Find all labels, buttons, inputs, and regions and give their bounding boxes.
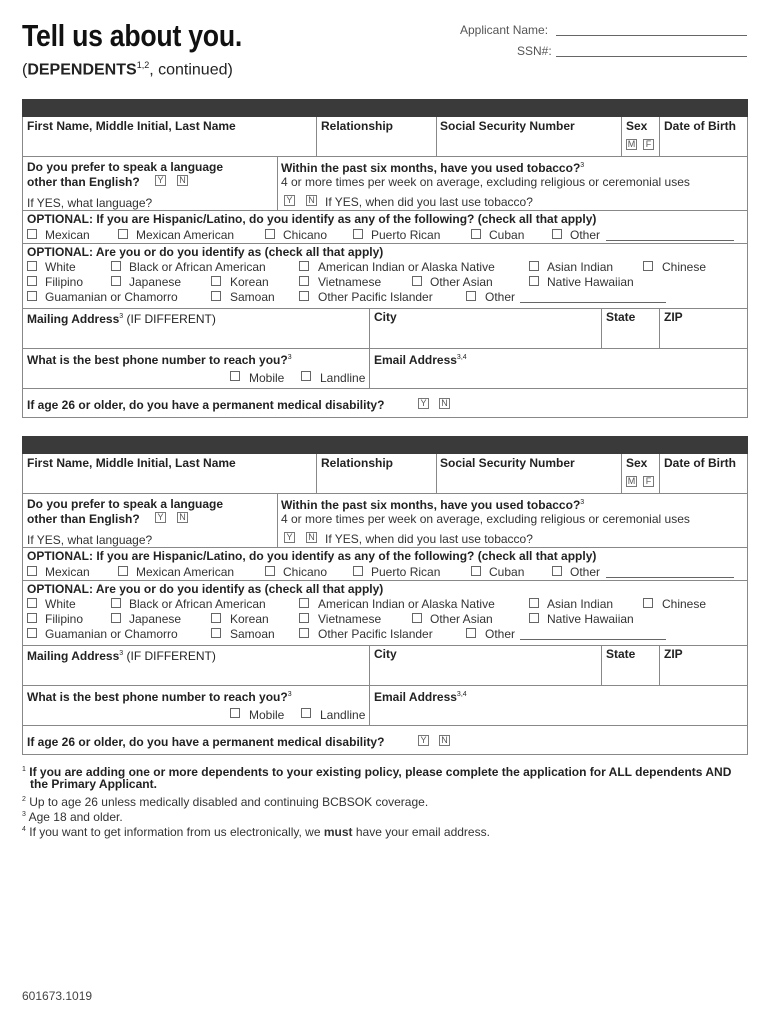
hispanic-question: OPTIONAL: If you are Hispanic/Latino, do you identify as any of the following? (check all that apply) xyxy=(27,549,597,563)
hispanic-other-checkbox[interactable] xyxy=(552,229,562,239)
outer-border xyxy=(747,454,748,754)
tobacco-sup: 3 xyxy=(580,499,585,506)
race-filipino-checkbox[interactable] xyxy=(27,276,37,286)
race-option-label: Other Pacific Islander xyxy=(318,627,433,641)
tobacco-description: 4 or more times per week on average, excluding religious or ceremonial uses xyxy=(281,175,690,189)
outer-border xyxy=(747,117,748,417)
phone-sup: 3 xyxy=(287,691,292,698)
row-divider xyxy=(22,156,748,157)
phone-question xyxy=(27,688,292,704)
tobacco-yes-checkbox[interactable]: Y xyxy=(284,195,295,206)
race-other-pacific-islander-checkbox[interactable] xyxy=(299,628,309,638)
race-other-asian-checkbox[interactable] xyxy=(412,613,422,623)
language-if-yes-label: If YES, what language? xyxy=(27,196,153,210)
language-yes-checkbox[interactable]: Y xyxy=(155,512,166,523)
col-divider xyxy=(316,117,317,156)
mailing-address-text: Mailing Address xyxy=(27,312,120,326)
form-number: 601673.1019 xyxy=(22,989,93,1003)
footnote-4 xyxy=(22,822,490,840)
col-divider xyxy=(277,493,278,547)
race-other-asian-checkbox[interactable] xyxy=(412,276,422,286)
col-divider xyxy=(659,454,660,493)
hispanic-option-label: Mexican xyxy=(45,228,90,242)
ssn-label: Social Security Number xyxy=(440,456,575,470)
tobacco-question-text: Within the past six months, have you used tobacco? xyxy=(281,498,581,512)
race-option-label: Other Asian xyxy=(430,612,493,626)
language-if-yes-label: If YES, what language? xyxy=(27,533,153,547)
race-chinese-checkbox[interactable] xyxy=(643,598,653,608)
hispanic-mexican-checkbox[interactable] xyxy=(27,229,37,239)
col-divider xyxy=(277,156,278,210)
footnote-2-sup: 2 xyxy=(22,796,26,803)
footnote-1-sup: 1 xyxy=(22,766,26,773)
phone-question-text: What is the best phone number to reach you? xyxy=(27,690,288,704)
age26-question: If age 26 or older, do you have a permanent medical disability? xyxy=(27,398,385,412)
row-divider xyxy=(22,645,748,646)
race-option-label: Chinese xyxy=(662,260,707,274)
hispanic-option-label: Cuban xyxy=(489,565,525,579)
row-divider xyxy=(22,388,748,389)
race-option-label: Asian Indian xyxy=(547,597,614,611)
relationship-label: Relationship xyxy=(321,119,394,133)
row-divider xyxy=(22,580,748,581)
email-label xyxy=(374,688,467,704)
subtitle-continued: , continued) xyxy=(149,61,233,79)
race-option-label: Black or African American xyxy=(129,260,266,274)
race-black-checkbox[interactable] xyxy=(111,261,121,271)
subtitle-sup: 1,2 xyxy=(136,60,150,70)
hispanic-option-label: Other xyxy=(570,565,601,579)
race-option-label: Vietnamese xyxy=(318,275,382,289)
city-label: City xyxy=(374,310,397,324)
phone-sup: 3 xyxy=(287,354,292,361)
tobacco-if-yes-label: If YES, when did you last use tobacco? xyxy=(325,532,533,546)
race-native-hawaiian-checkbox[interactable] xyxy=(529,613,539,623)
race-native-hawaiian-checkbox[interactable] xyxy=(529,276,539,286)
race-filipino-checkbox[interactable] xyxy=(27,613,37,623)
email-sup: 3,4 xyxy=(456,354,467,361)
page-subtitle xyxy=(22,60,233,79)
language-yes-checkbox[interactable]: Y xyxy=(155,175,166,186)
hispanic-mexican-american-checkbox[interactable] xyxy=(118,566,128,576)
subtitle-dependents: DEPENDENTS xyxy=(27,61,137,79)
email-label xyxy=(374,351,467,367)
dob-label: Date of Birth xyxy=(664,119,736,133)
email-label-text: Email Address xyxy=(374,353,457,367)
state-label: State xyxy=(606,647,636,661)
race-option-label: Korean xyxy=(230,612,269,626)
race-other-field[interactable] xyxy=(520,302,666,303)
hispanic-question: OPTIONAL: If you are Hispanic/Latino, do you identify as any of the following? (check all that apply) xyxy=(27,212,597,226)
race-option-label: White xyxy=(45,260,76,274)
hispanic-puerto-rican-checkbox[interactable] xyxy=(353,229,363,239)
race-option-label: Samoan xyxy=(230,290,275,304)
col-divider xyxy=(659,117,660,156)
mailing-sup: 3 xyxy=(119,313,124,320)
outer-border xyxy=(22,117,23,417)
race-chinese-checkbox[interactable] xyxy=(643,261,653,271)
language-question-line1: Do you prefer to speak a language xyxy=(27,160,224,174)
col-divider xyxy=(316,454,317,493)
sex-label: Sex xyxy=(626,456,648,470)
race-option-label: Japanese xyxy=(129,612,182,626)
race-option-label: Asian Indian xyxy=(547,260,614,274)
tobacco-no-checkbox[interactable]: N xyxy=(306,532,317,543)
phone-landline-checkbox[interactable] xyxy=(301,371,311,381)
race-option-label: Native Hawaiian xyxy=(547,275,634,289)
hispanic-cuban-checkbox[interactable] xyxy=(471,566,481,576)
name-label: First Name, Middle Initial, Last Name xyxy=(27,119,236,133)
race-option-label: American Indian or Alaska Native xyxy=(318,597,495,611)
col-divider xyxy=(436,454,437,493)
applicant-ssn-label: SSN#: xyxy=(517,44,552,58)
mailing-sup: 3 xyxy=(119,650,124,657)
footnote-3-text: Age 18 and older. xyxy=(28,810,123,824)
email-label-text: Email Address xyxy=(374,690,457,704)
phone-landline-checkbox[interactable] xyxy=(301,708,311,718)
hispanic-option-label: Mexican xyxy=(45,565,90,579)
race-white-checkbox[interactable] xyxy=(27,598,37,608)
applicant-ssn-field[interactable] xyxy=(556,56,747,57)
tobacco-description: 4 or more times per week on average, excluding religious or ceremonial uses xyxy=(281,512,690,526)
hispanic-option-label: Cuban xyxy=(489,228,525,242)
dependent-section-1 xyxy=(22,99,748,419)
city-label: City xyxy=(374,647,397,661)
sex-f-checkbox[interactable]: F xyxy=(643,139,654,150)
race-option-label: Vietnamese xyxy=(318,612,382,626)
race-option-label: Native Hawaiian xyxy=(547,612,634,626)
hispanic-other-field[interactable] xyxy=(606,240,734,241)
age26-no-checkbox[interactable]: N xyxy=(439,735,450,746)
col-divider xyxy=(601,308,602,348)
mailing-note: (IF DIFFERENT) xyxy=(126,312,216,326)
row-divider xyxy=(22,547,748,548)
age26-yes-checkbox[interactable]: Y xyxy=(418,398,429,409)
col-divider xyxy=(659,308,660,348)
race-option-label: Japanese xyxy=(129,275,182,289)
hispanic-chicano-checkbox[interactable] xyxy=(265,229,275,239)
tobacco-sup: 3 xyxy=(580,162,585,169)
race-option-label: Filipino xyxy=(45,612,84,626)
language-no-checkbox[interactable]: N xyxy=(177,175,188,186)
footnote-1-line1: If you are adding one or more dependents to your existing policy, please complete the application for ALL dependents AND xyxy=(29,765,732,779)
zip-label: ZIP xyxy=(664,310,683,324)
row-divider xyxy=(22,308,748,309)
age26-no-checkbox[interactable]: N xyxy=(439,398,450,409)
phone-landline-label: Landline xyxy=(320,371,366,385)
race-other-pacific-islander-checkbox[interactable] xyxy=(299,291,309,301)
race-option-label: Other xyxy=(485,627,516,641)
state-label: State xyxy=(606,310,636,324)
row-divider xyxy=(22,725,748,726)
race-option-label: White xyxy=(45,597,76,611)
race-samoan-checkbox[interactable] xyxy=(211,291,221,301)
race-japanese-checkbox[interactable] xyxy=(111,276,121,286)
race-option-label: Guamanian or Chamorro xyxy=(45,290,178,304)
col-divider xyxy=(621,454,622,493)
page-title: Tell us about you. xyxy=(22,18,243,53)
hispanic-mexican-checkbox[interactable] xyxy=(27,566,37,576)
hispanic-option-label: Mexican American xyxy=(136,228,235,242)
race-option-label: Korean xyxy=(230,275,269,289)
tobacco-yes-checkbox[interactable]: Y xyxy=(284,532,295,543)
mailing-address-text: Mailing Address xyxy=(27,649,120,663)
race-guamanian-checkbox[interactable] xyxy=(27,628,37,638)
race-option-label: Other Asian xyxy=(430,275,493,289)
race-american-indian-checkbox[interactable] xyxy=(299,598,309,608)
footnote-3-sup: 3 xyxy=(22,811,26,818)
col-divider xyxy=(601,645,602,685)
race-option-label: Other xyxy=(485,290,516,304)
race-samoan-checkbox[interactable] xyxy=(211,628,221,638)
phone-mobile-label: Mobile xyxy=(249,708,285,722)
footnote-1-cont: the Primary Applicant. xyxy=(30,777,157,791)
race-other-field[interactable] xyxy=(520,639,666,640)
race-question: OPTIONAL: Are you or do you identify as (check all that apply) xyxy=(27,245,384,259)
race-other-checkbox[interactable] xyxy=(466,291,476,301)
race-question: OPTIONAL: Are you or do you identify as (check all that apply) xyxy=(27,582,384,596)
row-divider xyxy=(22,417,748,418)
mailing-address-label xyxy=(27,647,216,663)
hispanic-other-field[interactable] xyxy=(606,577,734,578)
row-divider xyxy=(22,493,748,494)
phone-question xyxy=(27,351,292,367)
row-divider xyxy=(22,348,748,349)
footnote-4-bold: must xyxy=(323,825,353,839)
tobacco-question-text: Within the past six months, have you used tobacco? xyxy=(281,161,581,175)
sex-m-checkbox[interactable]: M xyxy=(627,476,636,486)
age26-yes-checkbox[interactable]: Y xyxy=(418,735,429,746)
row-divider xyxy=(22,685,748,686)
tobacco-if-yes-label: If YES, when did you last use tobacco? xyxy=(325,195,533,209)
footnote-2-text: Up to age 26 unless medically disabled and continuing BCBSOK coverage. xyxy=(29,795,429,809)
phone-mobile-checkbox[interactable] xyxy=(230,371,240,381)
phone-landline-label: Landline xyxy=(320,708,366,722)
race-black-checkbox[interactable] xyxy=(111,598,121,608)
outer-border xyxy=(22,454,23,754)
sex-label: Sex xyxy=(626,119,648,133)
hispanic-option-label: Other xyxy=(570,228,601,242)
race-option-label: Guamanian or Chamorro xyxy=(45,627,178,641)
phone-mobile-label: Mobile xyxy=(249,371,285,385)
applicant-name-field[interactable] xyxy=(556,35,747,36)
applicant-name-label: Applicant Name: xyxy=(460,23,549,37)
race-guamanian-checkbox[interactable] xyxy=(27,291,37,301)
race-option-label: Filipino xyxy=(45,275,84,289)
sex-f-checkbox[interactable]: F xyxy=(643,476,654,487)
race-vietnamese-checkbox[interactable] xyxy=(299,276,309,286)
race-white-checkbox[interactable] xyxy=(27,261,37,271)
hispanic-option-label: Puerto Rican xyxy=(371,228,441,242)
language-question-line1: Do you prefer to speak a language xyxy=(27,497,224,511)
language-no-checkbox[interactable]: N xyxy=(177,512,188,523)
race-korean-checkbox[interactable] xyxy=(211,613,221,623)
race-asian-indian-checkbox[interactable] xyxy=(529,261,539,271)
subtitle-open: ( xyxy=(22,61,28,79)
race-option-label: Samoan xyxy=(230,627,275,641)
hispanic-option-label: Mexican American xyxy=(136,565,235,579)
phone-question-text: What is the best phone number to reach you? xyxy=(27,353,288,367)
col-divider xyxy=(369,308,370,388)
col-divider xyxy=(659,645,660,685)
col-divider xyxy=(436,117,437,156)
race-korean-checkbox[interactable] xyxy=(211,276,221,286)
language-question-line2: other than English? xyxy=(27,512,140,526)
hispanic-cuban-checkbox[interactable] xyxy=(471,229,481,239)
ssn-label: Social Security Number xyxy=(440,119,575,133)
section-header-bar xyxy=(22,436,748,454)
footnote-4-sup: 4 xyxy=(22,826,26,833)
row-divider xyxy=(22,210,748,211)
hispanic-option-label: Chicano xyxy=(283,228,328,242)
tobacco-no-checkbox[interactable]: N xyxy=(306,195,317,206)
hispanic-chicano-checkbox[interactable] xyxy=(265,566,275,576)
mailing-note: (IF DIFFERENT) xyxy=(126,649,216,663)
mailing-address-label xyxy=(27,310,216,326)
relationship-label: Relationship xyxy=(321,456,394,470)
hispanic-other-checkbox[interactable] xyxy=(552,566,562,576)
language-question-line2: other than English? xyxy=(27,175,140,189)
race-japanese-checkbox[interactable] xyxy=(111,613,121,623)
footnote-4-pre: If you want to get information from us electronically, we xyxy=(29,825,321,839)
race-option-label: Black or African American xyxy=(129,597,266,611)
dependent-section-2 xyxy=(22,436,748,756)
col-divider xyxy=(369,645,370,725)
sex-m-checkbox[interactable]: M xyxy=(627,139,636,149)
zip-label: ZIP xyxy=(664,647,683,661)
row-divider xyxy=(22,754,748,755)
tobacco-question xyxy=(281,496,584,512)
footnote-4-post: have your email address. xyxy=(355,825,490,839)
row-divider xyxy=(22,243,748,244)
phone-mobile-checkbox[interactable] xyxy=(230,708,240,718)
dob-label: Date of Birth xyxy=(664,456,736,470)
age26-question: If age 26 or older, do you have a permanent medical disability? xyxy=(27,735,385,749)
hispanic-puerto-rican-checkbox[interactable] xyxy=(353,566,363,576)
race-vietnamese-checkbox[interactable] xyxy=(299,613,309,623)
section-header-bar xyxy=(22,99,748,117)
race-american-indian-checkbox[interactable] xyxy=(299,261,309,271)
col-divider xyxy=(621,117,622,156)
race-asian-indian-checkbox[interactable] xyxy=(529,598,539,608)
hispanic-option-label: Puerto Rican xyxy=(371,565,441,579)
race-option-label: Chinese xyxy=(662,597,707,611)
email-sup: 3,4 xyxy=(456,691,467,698)
race-option-label: American Indian or Alaska Native xyxy=(318,260,495,274)
race-other-checkbox[interactable] xyxy=(466,628,476,638)
name-label: First Name, Middle Initial, Last Name xyxy=(27,456,236,470)
tobacco-question xyxy=(281,159,584,175)
hispanic-mexican-american-checkbox[interactable] xyxy=(118,229,128,239)
race-option-label: Other Pacific Islander xyxy=(318,290,433,304)
hispanic-option-label: Chicano xyxy=(283,565,328,579)
